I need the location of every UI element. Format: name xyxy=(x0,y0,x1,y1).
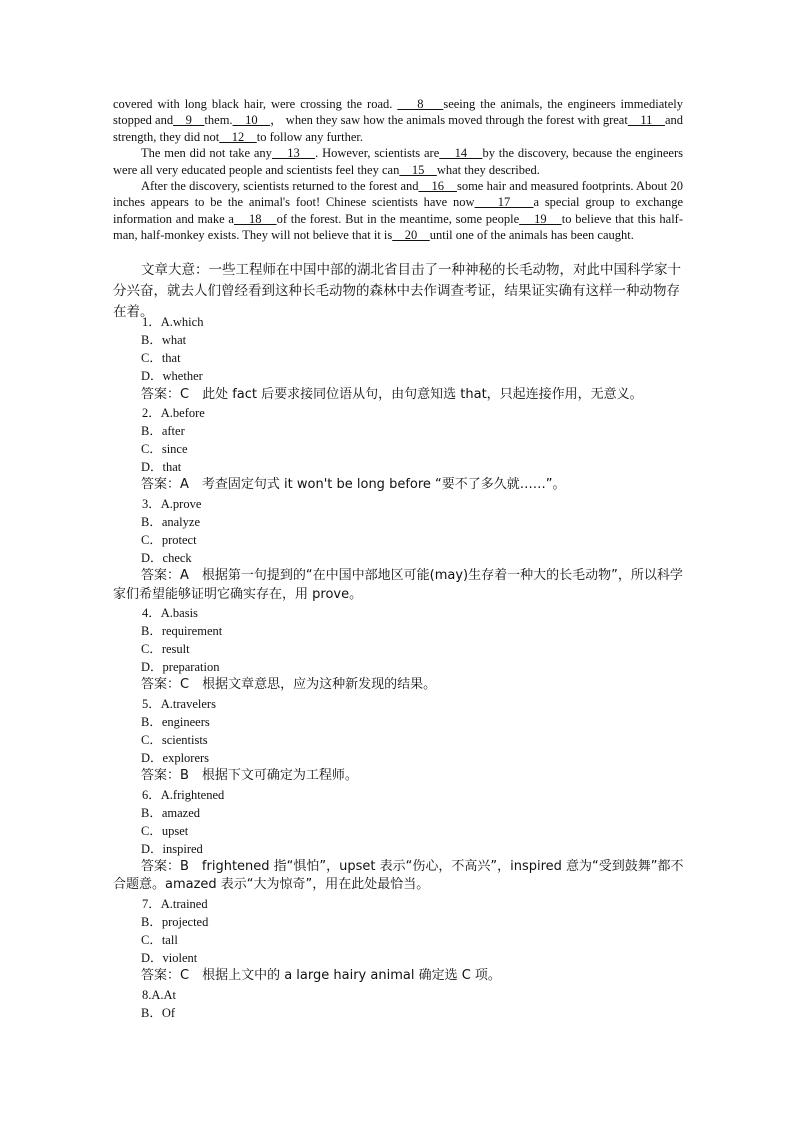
cloze-blank: 18 xyxy=(233,211,277,226)
passage-text: The men did not take any xyxy=(141,146,272,161)
answer-option: C．since xyxy=(141,442,188,457)
answer-option: B．after xyxy=(141,424,185,438)
cloze-blank: 14 xyxy=(439,146,483,161)
answer-text: 答案：C 根据文章意思，应为这种新发现的结果。 xyxy=(141,677,437,693)
question-stem-option: 1．A.which xyxy=(142,315,204,329)
answer-text: 答案：A 考查固定句式 it won't be long before “要不了多久就……”。 xyxy=(141,477,566,493)
passage-paragraph-1 xyxy=(113,96,683,145)
answer-option: B．amazed xyxy=(141,805,201,820)
cloze-blank: 10 xyxy=(232,113,271,128)
answer-option: D．violent xyxy=(141,951,198,966)
answer-option: D．preparation xyxy=(141,660,220,675)
answer-explanation xyxy=(113,386,688,404)
answer-option: C．that xyxy=(141,351,181,366)
cloze-blank: 20 xyxy=(392,228,430,243)
answer-explanation xyxy=(113,967,688,985)
passage-text: and strength, they did not xyxy=(113,113,684,144)
answer-explanation xyxy=(113,567,688,604)
cloze-blank: 13 xyxy=(271,146,316,161)
answer-explanation xyxy=(113,676,688,694)
cloze-blank: 17 xyxy=(474,195,534,210)
question-item xyxy=(113,313,688,404)
answer-option: C．tall xyxy=(141,933,178,948)
passage-text: After the discovery, scientists returned to the forest and xyxy=(141,179,419,194)
answer-text: 答案：B 根据下文可确定为工程师。 xyxy=(141,768,358,784)
cloze-blank: 12 xyxy=(219,129,257,144)
cloze-blank: 16 xyxy=(418,179,457,194)
answer-option: B．what xyxy=(141,333,187,348)
passage-text: to believe that this half-man, half-monkey exists. They will not believe that it is xyxy=(113,211,683,243)
passage-text: some hair and measured footprints. About 20 inches appears to be the animal's foot! Chinese scientists have now xyxy=(113,179,683,210)
cloze-blank: 9 xyxy=(173,113,205,128)
passage-text: to follow any further. xyxy=(256,129,363,144)
answer-option: D．whether xyxy=(141,369,203,384)
question-item xyxy=(113,695,688,786)
passage-text: seeing the animals, the engineers immediately stopped and xyxy=(113,97,684,128)
cloze-blank: 8 xyxy=(397,97,444,111)
cloze-blank: 11 xyxy=(627,113,665,128)
cloze-blank: 19 xyxy=(519,211,562,226)
passage-paragraph-2 xyxy=(113,145,683,178)
answer-explanation xyxy=(113,476,688,494)
answer-option: C．scientists xyxy=(141,733,208,748)
question-stem-option: 7．A.trained xyxy=(142,896,208,911)
answer-explanation xyxy=(113,858,688,895)
passage-text: ， when they saw how the animals moved through the forest with great xyxy=(270,113,628,128)
question-item xyxy=(113,495,688,604)
question-stem-option: 3．A.prove xyxy=(142,496,202,511)
question-stem-option: 2．A.before xyxy=(142,405,205,420)
answer-text: 答案：C 根据上文中的 a large hairy animal 确定选 C 项。 xyxy=(141,968,501,984)
question-stem-option: 5．A.travelers xyxy=(142,696,216,711)
answer-option: D．that xyxy=(141,460,182,475)
passage-text: . However, scientists are xyxy=(315,146,440,161)
passage-text: by the discovery, because the engineers were all very educated people and scientists feel they can xyxy=(113,146,684,177)
question-item xyxy=(113,895,688,986)
question-stem-option: 8.A.At xyxy=(142,987,177,1002)
passage-text: them. xyxy=(204,113,233,128)
answer-option: B．analyze xyxy=(141,514,201,529)
answer-option: C．upset xyxy=(141,823,189,838)
question-item xyxy=(113,604,688,695)
question-stem-option: 4．A.basis xyxy=(142,605,198,620)
answer-option: D．check xyxy=(141,551,192,566)
answer-option: D．explorers xyxy=(141,751,210,766)
question-item xyxy=(113,786,688,895)
answer-option: D．inspired xyxy=(141,842,203,857)
question-item xyxy=(113,404,688,495)
passage-text: until one of the animals has been caught. xyxy=(429,228,634,243)
answer-explanation xyxy=(113,767,688,785)
summary-text: 文章大意：一些工程师在中国中部的湖北省目击了一种神秘的长毛动物，对此中国科学家十分兴奋，就去人们曾经看到这种长毛动物的森林中去作调查考证，结果证实确有这样一种动物存在着。 xyxy=(113,262,681,320)
passage-text: covered with long black hair, were crossing the road. xyxy=(113,97,398,111)
passage-text: of the forest. But in the meantime, some people xyxy=(276,211,520,226)
answer-option: B．engineers xyxy=(141,714,210,729)
cloze-blank: 15 xyxy=(399,162,437,177)
answer-option: C．protect xyxy=(141,533,197,547)
passage-text: what they described. xyxy=(436,162,540,177)
passage-text: a special group to exchange information and make a xyxy=(113,195,683,226)
answer-text: 答案：B frightened 指“惧怕”，upset 表示“伤心，不高兴”，inspired 意为“受到鼓舞”都不合题意。amazed 表示“大为惊奇”，用在此处最恰当。 xyxy=(113,859,684,893)
answer-option: B．projected xyxy=(141,914,209,929)
passage-paragraph-3 xyxy=(113,178,683,244)
cloze-passage xyxy=(113,96,683,244)
question-list xyxy=(113,313,688,1022)
answer-text: 答案：A 根据第一句提到的“在中国中部地区可能(may)生存着一种大的长毛动物”，所以科学家们希望能够证明它确实存在，用 prove。 xyxy=(113,568,683,602)
question-stem-option: 6．A.frightened xyxy=(142,787,225,802)
answer-option: B．requirement xyxy=(141,624,223,639)
answer-option: B．Of xyxy=(141,1005,176,1020)
question-item xyxy=(113,986,688,1022)
answer-text: 答案：C 此处 fact 后要求接同位语从句，由句意知选 that，只起连接作用，无意义。 xyxy=(141,386,643,402)
answer-option: C．result xyxy=(141,642,190,657)
